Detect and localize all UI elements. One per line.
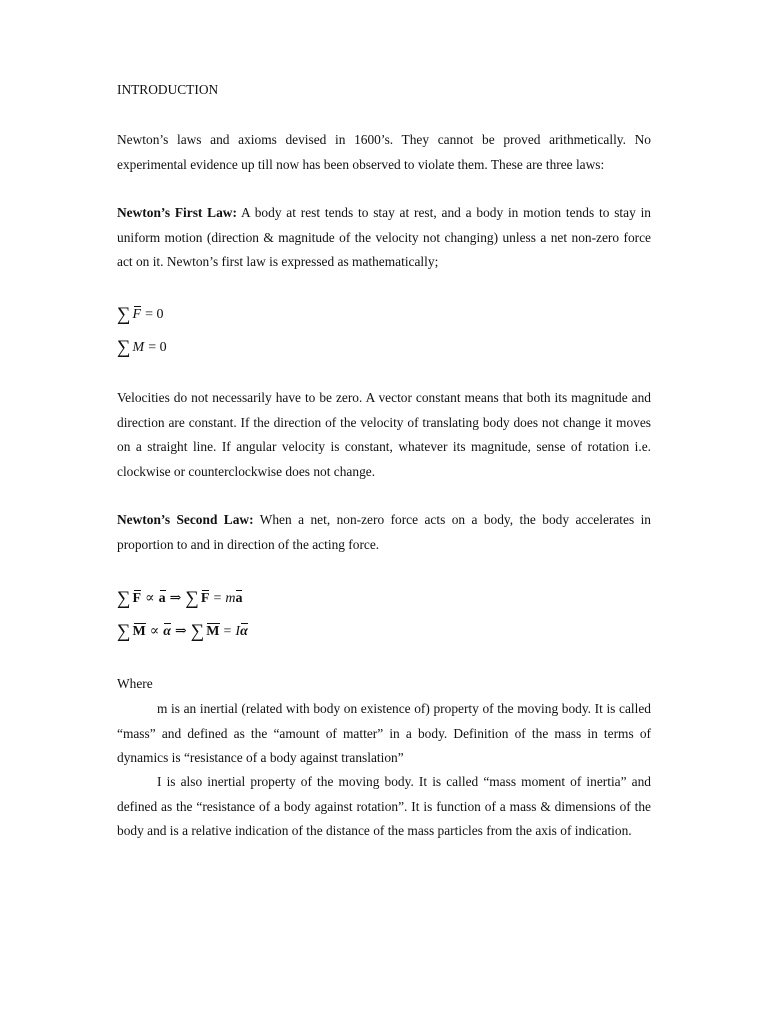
second-law-text: When a net, non-zero force acts on a body, the body accelerates in proportion to and in direction of the acting force. (117, 512, 652, 552)
moment-variable: M (132, 340, 145, 355)
equals-zero: = 0 (148, 340, 167, 355)
second-law-paragraph (117, 508, 651, 557)
mass-coefficient: m (225, 591, 236, 606)
intro-paragraph: Newton’s laws and axioms devised in 1600’s. They cannot be proved arithmetically. No experimental evidence up till now has been observed to violate them. These are three laws: (117, 132, 651, 172)
acceleration-vector: a (235, 589, 242, 609)
sum-symbol: ∑ (185, 588, 199, 609)
equals-zero: = 0 (145, 307, 164, 322)
proportional-symbol: ∝ (145, 591, 155, 606)
second-law-equation-force (117, 587, 242, 609)
first-law-text: A body at rest tends to stay at rest, and a body in motion tends to stay in uniform motion (direction & magnitude of the velocity not changing) unless a net non-zero force act on it. Newton’s first law is expressed as mathematically; (117, 205, 651, 270)
moment-vector: M (133, 622, 146, 642)
section-heading: INTRODUCTION (117, 82, 219, 97)
sum-symbol: ∑ (117, 304, 131, 325)
force-variable: F (133, 305, 142, 325)
sum-symbol: ∑ (190, 621, 205, 642)
angular-acceleration-vector: α (163, 622, 171, 642)
equals-symbol: = (213, 591, 222, 606)
first-law-title: Newton’s First Law: (117, 205, 237, 220)
sum-symbol: ∑ (117, 337, 131, 358)
implies-symbol: ⇒ (169, 591, 182, 606)
proportional-symbol: ∝ (149, 624, 160, 639)
implies-symbol: ⇒ (175, 624, 187, 639)
first-law-paragraph (117, 201, 651, 275)
where-label: Where (117, 676, 153, 691)
first-law-equation-force (117, 303, 168, 325)
mass-paragraph: m is an inertial (related with body on existence of) property of the moving body. It is called “mass” and defined as the “amount of matter” in a body. Definition of the mass in terms of dynamics is “resistance of a body against translation” (117, 701, 651, 766)
angular-acceleration-vector: α (240, 622, 248, 642)
inertia-paragraph: I is also inertial property of the moving body. It is called “mass moment of inertia” and defined as the “resistance of a body against rotation”. It is function of a mass & dimensions of the body and is a relative indication of the distance of the mass particles from the axis of indication. (117, 774, 651, 839)
first-law-equation-moment (117, 336, 171, 358)
moment-vector: M (206, 622, 219, 642)
inertia-coefficient: I (235, 624, 241, 639)
sum-symbol: ∑ (117, 621, 131, 642)
force-vector: F (201, 589, 210, 609)
sum-symbol: ∑ (117, 588, 131, 609)
second-law-equation-moment (117, 620, 248, 642)
second-law-title: Newton’s Second Law: (117, 512, 254, 527)
equals-symbol: = (223, 624, 232, 639)
acceleration-vector: a (159, 589, 166, 609)
force-vector: F (133, 589, 142, 609)
velocities-paragraph: Velocities do not necessarily have to be zero. A vector constant means that both its magnitude and direction are constant. If the direction of the velocity of translating body does not change it moves on a straight line. If angular velocity is constant, whatever its magnitude, sense of rotation i.e. clockwise or counterclockwise does not change. (117, 390, 651, 479)
